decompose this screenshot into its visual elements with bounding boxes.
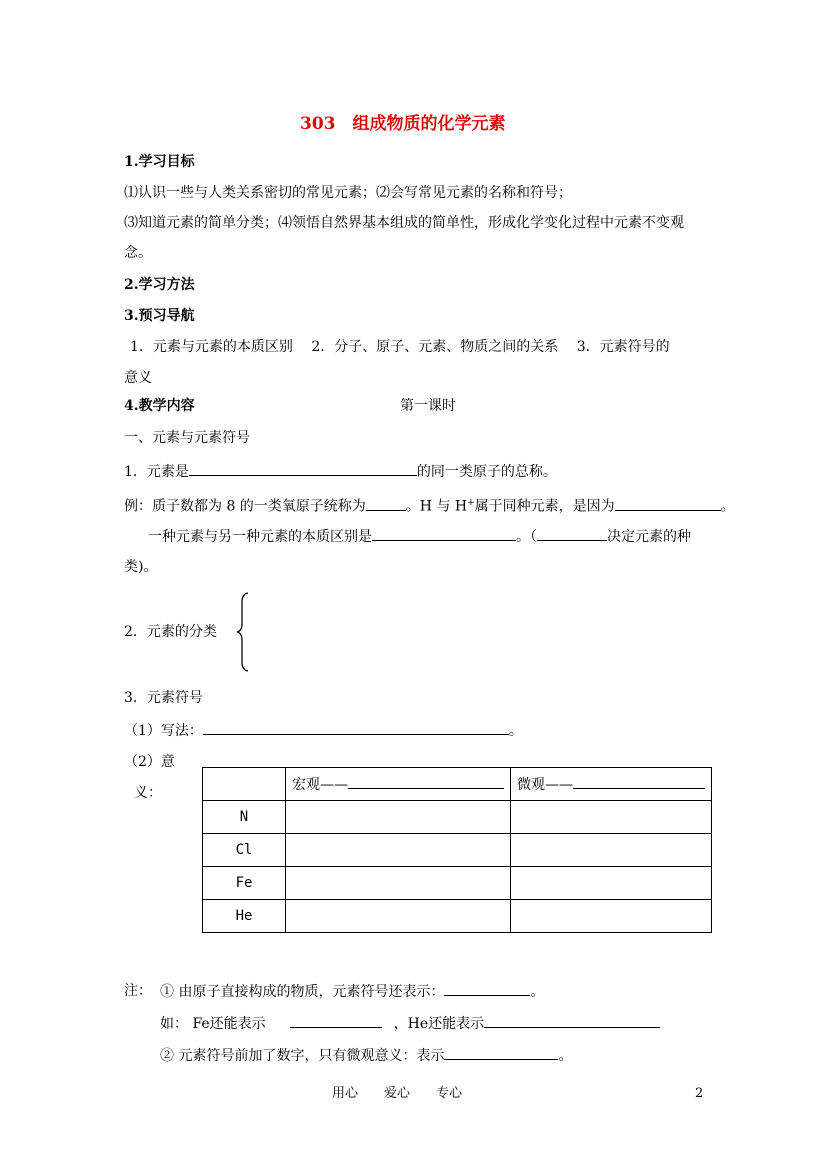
element-symbol: N <box>203 801 286 834</box>
element-symbol: Fe <box>203 867 286 900</box>
symbol-meaning-table <box>202 767 712 933</box>
question-1 <box>124 461 557 482</box>
section-heading-goals: 1.学习目标 <box>124 154 195 170</box>
write-text-b: 。 <box>508 723 523 739</box>
meaning-label-2: 义： <box>134 785 162 801</box>
note-1 <box>160 981 544 1002</box>
table-row <box>203 801 712 834</box>
answer-blank[interactable] <box>537 526 607 541</box>
example-text-a: 例：质子数都为 8 的一类氧原子统称为 <box>124 498 366 515</box>
answer-blank[interactable] <box>444 1045 558 1060</box>
micro-label: 微观—— <box>517 777 573 793</box>
table-row <box>203 867 712 900</box>
preview-line-1: 1．元素与元素的本质区别 2．分子、原子、元素、物质之间的关系 3．元素符号的 <box>130 339 670 355</box>
footer-motto: 用心 爱心 专心 <box>332 1086 463 1101</box>
answer-blank[interactable] <box>372 526 516 541</box>
table-row <box>203 900 712 933</box>
answer-blank[interactable] <box>444 981 530 996</box>
answer-cell[interactable] <box>511 900 712 933</box>
page-title: 303 组成物质的化学元素 <box>300 114 506 134</box>
answer-cell[interactable] <box>286 834 511 867</box>
goals-line-3: 念。 <box>124 245 152 261</box>
note-label: 注： <box>124 983 152 999</box>
section-heading-preview: 3.预习导航 <box>124 308 195 324</box>
goals-line-2: ⑶知道元素的简单分类；⑷领悟自然界基本组成的简单性，形成化学变化过程中元素不变观 <box>124 215 684 231</box>
note-1-end: 。 <box>530 984 545 1000</box>
section-heading-method: 2.学习方法 <box>124 277 195 293</box>
difference-text-c: 决定元素的种 <box>607 529 691 545</box>
section-heading-content: 4.教学内容 <box>124 398 195 414</box>
answer-blank[interactable] <box>290 1013 382 1028</box>
meaning-label-1: （2）意 <box>124 754 175 770</box>
macro-label: 宏观—— <box>292 777 348 793</box>
note-2-end: 。 <box>558 1048 573 1064</box>
answer-blank[interactable] <box>484 1013 660 1028</box>
difference-text-a: 一种元素与另一种元素的本质区别是 <box>148 529 372 545</box>
table-cell <box>203 768 286 801</box>
example-text-d: 。 <box>720 498 735 515</box>
example-text-c: 属于同种元素，是因为 <box>474 498 615 515</box>
note-1-text: ① 由原子直接构成的物质，元素符号还表示： <box>160 984 445 1000</box>
example-text-b: 。H 与 H <box>405 498 468 515</box>
answer-blank[interactable] <box>615 496 721 511</box>
preview-line-2: 意义 <box>124 370 152 386</box>
answer-blank[interactable] <box>189 461 417 476</box>
question-1-text-a: 1．元素是 <box>124 464 189 480</box>
answer-cell[interactable] <box>286 801 511 834</box>
difference-line <box>148 526 691 547</box>
table-header-macro <box>286 768 511 801</box>
curly-brace-icon <box>236 592 250 672</box>
note-2 <box>160 1045 572 1066</box>
note-example-b: ，He还能表示 <box>393 1016 485 1032</box>
part-heading: 一、元素与元素符号 <box>124 430 250 446</box>
table-row <box>203 834 712 867</box>
write-line <box>124 720 523 741</box>
answer-blank[interactable] <box>573 774 705 789</box>
goals-line-1: ⑴认识一些与人类关系密切的常见元素；⑵会写常见元素的名称和符号； <box>124 185 572 201</box>
answer-cell[interactable] <box>511 834 712 867</box>
page-number: 2 <box>695 1086 704 1101</box>
answer-blank[interactable] <box>366 496 406 511</box>
element-symbol: He <box>203 900 286 933</box>
question-2: 2．元素的分类 <box>124 624 217 640</box>
answer-cell[interactable] <box>286 900 511 933</box>
element-symbol: Cl <box>203 834 286 867</box>
note-example-a: 如： Fe还能表示 <box>160 1016 266 1032</box>
answer-cell[interactable] <box>511 801 712 834</box>
answer-blank[interactable] <box>348 774 504 789</box>
difference-text-b: 。（ <box>516 529 537 545</box>
difference-line-2: 类)。 <box>124 559 158 575</box>
example-line <box>124 493 735 517</box>
table-header-micro <box>511 768 712 801</box>
superscript-plus: + <box>467 498 475 508</box>
answer-cell[interactable] <box>511 867 712 900</box>
note-example <box>160 1013 660 1034</box>
answer-blank[interactable] <box>203 720 509 735</box>
lesson-label: 第一课时 <box>400 398 456 414</box>
answer-cell[interactable] <box>286 867 511 900</box>
question-3: 3．元素符号 <box>124 690 203 706</box>
write-text-a: （1）写法： <box>124 723 203 739</box>
note-2-text: ② 元素符号前加了数字，只有微观意义：表示 <box>160 1048 445 1064</box>
question-1-text-b: 的同一类原子的总称。 <box>416 464 557 480</box>
table-header-row <box>203 768 712 801</box>
